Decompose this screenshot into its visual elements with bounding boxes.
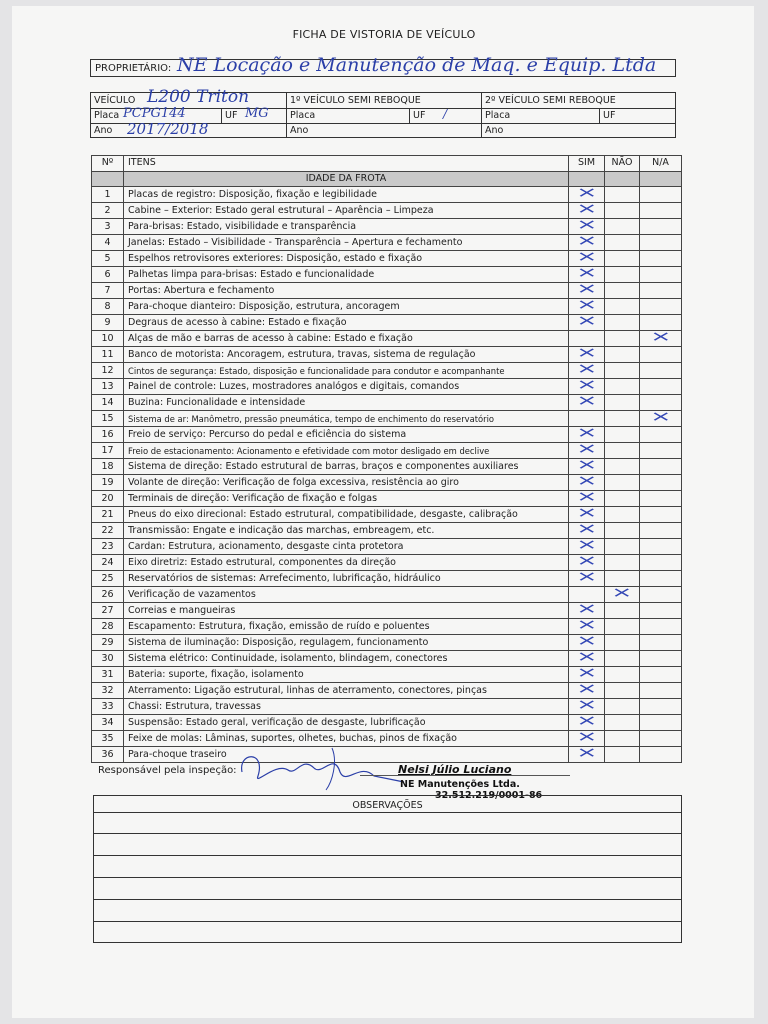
check-cell-nao[interactable]	[605, 315, 640, 331]
row-item-text: Freio de estacionamento: Acionamento e efetividade com motor desligado em declive	[124, 443, 569, 459]
check-cell-nao[interactable]	[605, 459, 640, 475]
veiculo-label: VEÍCULO	[94, 95, 136, 106]
row-item-text: Chassi: Estrutura, travessas	[124, 699, 569, 715]
check-cell-sim[interactable]	[569, 555, 605, 571]
check-mark-icon: ×	[575, 570, 598, 586]
uf-label: UF	[225, 110, 238, 121]
check-cell-sim[interactable]	[569, 683, 605, 699]
check-mark-icon: ×	[575, 474, 598, 490]
check-cell-na[interactable]	[640, 251, 682, 267]
check-cell-na[interactable]	[640, 699, 682, 715]
row-item-text: Terminais de direção: Verificação de fixação e folgas	[124, 491, 569, 507]
table-row	[92, 603, 682, 619]
check-cell-sim[interactable]	[569, 603, 605, 619]
row-number: 10	[92, 331, 124, 347]
check-cell-sim[interactable]	[569, 219, 605, 235]
check-cell-nao[interactable]	[605, 491, 640, 507]
row-number: 26	[92, 587, 124, 603]
check-cell-na[interactable]	[640, 651, 682, 667]
row-number: 21	[92, 507, 124, 523]
check-cell-nao[interactable]	[605, 235, 640, 251]
check-cell-nao[interactable]	[605, 683, 640, 699]
check-cell-na[interactable]	[640, 731, 682, 747]
check-mark-icon: ×	[575, 458, 598, 474]
semi1-uf-label: UF	[413, 110, 426, 121]
check-cell-sim[interactable]	[569, 395, 605, 411]
table-row	[92, 571, 682, 587]
veiculo-value: L200 Triton	[147, 87, 250, 107]
check-cell-sim[interactable]	[569, 411, 605, 427]
header-items: ITENS	[124, 156, 569, 172]
check-cell-sim[interactable]	[569, 619, 605, 635]
check-cell-sim[interactable]	[569, 731, 605, 747]
check-cell-na[interactable]	[640, 603, 682, 619]
table-row	[92, 427, 682, 443]
check-mark-icon: ×	[575, 522, 598, 538]
check-mark-icon: ×	[575, 698, 598, 714]
row-number: 8	[92, 299, 124, 315]
row-item-text: Portas: Abertura e fechamento	[124, 283, 569, 299]
row-item-text: Espelhos retrovisores exteriores: Disposição, estado e fixação	[124, 251, 569, 267]
check-cell-na[interactable]	[640, 443, 682, 459]
row-number: 6	[92, 267, 124, 283]
row-item-text: Pneus do eixo direcional: Estado estrutural, compatibilidade, desgaste, calibração	[124, 507, 569, 523]
check-cell-na[interactable]	[640, 267, 682, 283]
placa-label: Placa	[94, 110, 120, 121]
check-mark-icon: ×	[575, 186, 598, 202]
check-cell-nao[interactable]	[605, 347, 640, 363]
row-number: 13	[92, 379, 124, 395]
check-mark-icon: ×	[575, 202, 598, 218]
table-row	[92, 459, 682, 475]
table-row	[92, 331, 682, 347]
row-item-text: Correias e mangueiras	[124, 603, 569, 619]
check-mark-icon: ×	[575, 490, 598, 506]
row-number: 4	[92, 235, 124, 251]
check-mark-icon: ×	[575, 346, 598, 362]
row-item-text: Banco de motorista: Ancoragem, estrutura, travas, sistema de regulação	[124, 347, 569, 363]
row-item-text: Sistema de iluminação: Disposição, regulagem, funcionamento	[124, 635, 569, 651]
check-cell-na[interactable]	[640, 619, 682, 635]
check-cell-na[interactable]	[640, 331, 682, 347]
check-mark-icon: ×	[575, 314, 598, 330]
check-cell-sim[interactable]	[569, 379, 605, 395]
check-cell-sim[interactable]	[569, 443, 605, 459]
semi2-label: 2º VEÍCULO SEMI REBOQUE	[485, 95, 616, 106]
check-mark-icon: ×	[575, 682, 598, 698]
check-cell-sim[interactable]	[569, 699, 605, 715]
semi2-placa-label: Placa	[485, 110, 511, 121]
table-row	[92, 347, 682, 363]
check-mark-icon: ×	[575, 650, 598, 666]
check-mark-icon: ×	[575, 426, 598, 442]
row-item-text: Painel de controle: Luzes, mostradores analógos e digitais, comandos	[124, 379, 569, 395]
table-row	[92, 683, 682, 699]
stamp-cnpj: 32.512.219/0001-86	[435, 790, 543, 801]
check-mark-icon: ×	[575, 250, 598, 266]
table-row	[92, 267, 682, 283]
check-mark-icon: ×	[575, 298, 598, 314]
row-number: 7	[92, 283, 124, 299]
row-number: 3	[92, 219, 124, 235]
row-item-text: Cabine – Exterior: Estado geral estrutural – Aparência – Limpeza	[124, 203, 569, 219]
check-cell-na[interactable]	[640, 347, 682, 363]
check-mark-icon: ×	[575, 746, 598, 762]
row-number: 15	[92, 411, 124, 427]
check-cell-nao[interactable]	[605, 395, 640, 411]
check-cell-na[interactable]	[640, 523, 682, 539]
row-number: 35	[92, 731, 124, 747]
check-cell-sim[interactable]	[569, 251, 605, 267]
check-cell-nao[interactable]	[605, 443, 640, 459]
table-row	[92, 299, 682, 315]
check-cell-sim[interactable]	[569, 363, 605, 379]
check-cell-na[interactable]	[640, 187, 682, 203]
check-cell-nao[interactable]	[605, 475, 640, 491]
check-cell-na[interactable]	[640, 219, 682, 235]
check-cell-na[interactable]	[640, 283, 682, 299]
check-mark-icon: ×	[575, 714, 598, 730]
check-cell-nao[interactable]	[605, 539, 640, 555]
check-cell-nao[interactable]	[605, 331, 640, 347]
check-cell-na[interactable]	[640, 555, 682, 571]
check-cell-na[interactable]	[640, 363, 682, 379]
table-row	[92, 187, 682, 203]
row-number: 20	[92, 491, 124, 507]
check-mark-icon: ×	[575, 634, 598, 650]
row-number: 14	[92, 395, 124, 411]
check-cell-nao[interactable]	[605, 587, 640, 603]
check-cell-na[interactable]	[640, 203, 682, 219]
row-item-text: Escapamento: Estrutura, fixação, emissão de ruído e poluentes	[124, 619, 569, 635]
row-number: 9	[92, 315, 124, 331]
table-row	[92, 235, 682, 251]
check-cell-nao[interactable]	[605, 715, 640, 731]
check-cell-sim[interactable]	[569, 459, 605, 475]
row-number: 28	[92, 619, 124, 635]
row-number: 12	[92, 363, 124, 379]
table-row	[92, 219, 682, 235]
check-cell-sim[interactable]	[569, 299, 605, 315]
check-mark-icon: ×	[649, 410, 672, 426]
uf-value: MG	[245, 106, 269, 121]
table-row	[92, 635, 682, 651]
check-cell-sim[interactable]	[569, 331, 605, 347]
row-item-text: Buzina: Funcionalidade e intensidade	[124, 395, 569, 411]
row-number: 1	[92, 187, 124, 203]
check-cell-sim[interactable]	[569, 347, 605, 363]
check-cell-na[interactable]	[640, 507, 682, 523]
check-cell-sim[interactable]	[569, 523, 605, 539]
check-cell-nao[interactable]	[605, 251, 640, 267]
table-row	[92, 315, 682, 331]
table-row	[92, 715, 682, 731]
check-cell-nao[interactable]	[605, 731, 640, 747]
band-label: IDADE DA FROTA	[124, 171, 569, 187]
check-cell-nao[interactable]	[605, 363, 640, 379]
row-number: 30	[92, 651, 124, 667]
row-number: 29	[92, 635, 124, 651]
check-cell-sim[interactable]	[569, 235, 605, 251]
check-mark-icon: ×	[611, 586, 633, 602]
check-cell-sim[interactable]	[569, 587, 605, 603]
check-cell-nao[interactable]	[605, 699, 640, 715]
row-item-text: Sistema elétrico: Continuidade, isolamento, blindagem, conectores	[124, 651, 569, 667]
row-number: 5	[92, 251, 124, 267]
form-title: FICHA DE VISTORIA DE VEÍCULO	[292, 28, 476, 41]
header-nao: NÃO	[605, 156, 640, 172]
table-row	[92, 539, 682, 555]
check-cell-nao[interactable]	[605, 523, 640, 539]
table-row	[92, 555, 682, 571]
table-row	[92, 251, 682, 267]
table-row	[92, 411, 682, 427]
check-cell-nao[interactable]	[605, 219, 640, 235]
header-na: N/A	[640, 156, 682, 172]
check-mark-icon: ×	[575, 282, 598, 298]
check-mark-icon: ×	[575, 666, 598, 682]
check-mark-icon: ×	[575, 554, 598, 570]
check-cell-na[interactable]	[640, 539, 682, 555]
check-cell-sim[interactable]	[569, 491, 605, 507]
row-item-text: Eixo diretriz: Estado estrutural, componentes da direção	[124, 555, 569, 571]
row-item-text: Transmissão: Engate e indicação das marchas, embreagem, etc.	[124, 523, 569, 539]
row-number: 17	[92, 443, 124, 459]
table-row	[92, 395, 682, 411]
check-cell-na[interactable]	[640, 715, 682, 731]
row-item-text: Placas de registro: Disposição, fixação e legibilidade	[124, 187, 569, 203]
semi1-placa-label: Placa	[290, 110, 316, 121]
band-row	[92, 171, 682, 187]
check-cell-na[interactable]	[640, 587, 682, 603]
table-row	[92, 363, 682, 379]
check-cell-nao[interactable]	[605, 651, 640, 667]
row-item-text: Cardan: Estrutura, acionamento, desgaste cinta protetora	[124, 539, 569, 555]
check-cell-sim[interactable]	[569, 427, 605, 443]
vehicle-box	[90, 87, 676, 138]
check-cell-na[interactable]	[640, 299, 682, 315]
check-cell-sim[interactable]	[569, 539, 605, 555]
table-row	[92, 443, 682, 459]
check-cell-nao[interactable]	[605, 411, 640, 427]
row-number: 16	[92, 427, 124, 443]
signature-scrawl	[236, 742, 416, 792]
check-cell-nao[interactable]	[605, 571, 640, 587]
check-cell-nao[interactable]	[605, 635, 640, 651]
check-cell-na[interactable]	[640, 379, 682, 395]
row-item-text: Para-choque dianteiro: Disposição, estrutura, ancoragem	[124, 299, 569, 315]
check-cell-sim[interactable]	[569, 667, 605, 683]
check-cell-sim[interactable]	[569, 571, 605, 587]
table-row	[92, 667, 682, 683]
row-number: 2	[92, 203, 124, 219]
row-item-text: Palhetas limpa para-brisas: Estado e funcionalidade	[124, 267, 569, 283]
check-cell-sim[interactable]	[569, 283, 605, 299]
check-mark-icon: ×	[575, 618, 598, 634]
check-cell-na[interactable]	[640, 395, 682, 411]
owner-label: PROPRIETÁRIO:	[95, 63, 172, 74]
check-cell-na[interactable]	[640, 667, 682, 683]
row-item-text: Para-brisas: Estado, visibilidade e transparência	[124, 219, 569, 235]
table-row	[92, 203, 682, 219]
check-mark-icon: ×	[575, 730, 598, 746]
check-cell-na[interactable]	[640, 235, 682, 251]
inspection-table	[91, 155, 682, 763]
row-number: 25	[92, 571, 124, 587]
row-item-text: Feixe de molas: Lâminas, suportes, olhetes, buchas, pinos de fixação	[124, 731, 569, 747]
check-cell-nao[interactable]	[605, 555, 640, 571]
check-cell-nao[interactable]	[605, 427, 640, 443]
check-cell-sim[interactable]	[569, 507, 605, 523]
check-cell-sim[interactable]	[569, 475, 605, 491]
check-mark-icon: ×	[575, 218, 598, 234]
row-number: 19	[92, 475, 124, 491]
row-item-text: Sistema de direção: Estado estrutural de barras, braços e componentes auxiliares	[124, 459, 569, 475]
check-cell-nao[interactable]	[605, 667, 640, 683]
stamp-company: NE Manutenções Ltda.	[400, 779, 520, 790]
row-number: 11	[92, 347, 124, 363]
check-mark-icon: ×	[575, 602, 598, 618]
row-number: 33	[92, 699, 124, 715]
check-cell-na[interactable]	[640, 571, 682, 587]
check-mark-icon: ×	[575, 538, 598, 554]
check-cell-nao[interactable]	[605, 203, 640, 219]
ano-value: 2017/2018	[127, 120, 209, 138]
table-row	[92, 619, 682, 635]
check-cell-na[interactable]	[640, 635, 682, 651]
row-item-text: Sistema de ar: Manômetro, pressão pneumática, tempo de enchimento do reservatório	[124, 411, 569, 427]
stamp-name: Nelsi Júlio Luciano	[398, 763, 512, 776]
owner-box	[90, 54, 676, 77]
row-item-text: Suspensão: Estado geral, verificação de desgaste, lubrificação	[124, 715, 569, 731]
check-cell-sim[interactable]	[569, 315, 605, 331]
check-cell-sim[interactable]	[569, 715, 605, 731]
row-item-text: Bateria: suporte, fixação, isolamento	[124, 667, 569, 683]
row-item-text: Alças de mão e barras de acesso à cabine: Estado e fixação	[124, 331, 569, 347]
check-cell-sim[interactable]	[569, 747, 605, 763]
row-number: 18	[92, 459, 124, 475]
check-mark-icon: ×	[649, 330, 672, 346]
ano-label: Ano	[94, 125, 113, 136]
semi2-ano-label: Ano	[485, 125, 504, 136]
semi1-uf-value: /	[443, 107, 448, 121]
check-cell-na[interactable]	[640, 427, 682, 443]
check-cell-na[interactable]	[640, 459, 682, 475]
check-cell-na[interactable]	[640, 315, 682, 331]
owner-value: NE Locação e Manutenção de Maq. e Equip. Ltda	[177, 54, 657, 76]
check-cell-nao[interactable]	[605, 379, 640, 395]
check-mark-icon: ×	[575, 234, 598, 250]
check-cell-nao[interactable]	[605, 187, 640, 203]
header-sim: SIM	[569, 156, 605, 172]
table-row	[92, 491, 682, 507]
row-item-text: Janelas: Estado – Visibilidade - Transparência – Apertura e fechamento	[124, 235, 569, 251]
placa-value: PCPG144	[123, 106, 186, 121]
semi1-label: 1º VEÍCULO SEMI REBOQUE	[290, 95, 421, 106]
row-item-text: Para-choque traseiro	[124, 747, 569, 763]
check-mark-icon: ×	[575, 394, 598, 410]
row-number: 36	[92, 747, 124, 763]
table-row	[92, 283, 682, 299]
table-row	[92, 587, 682, 603]
check-cell-sim[interactable]	[569, 203, 605, 219]
check-cell-na[interactable]	[640, 683, 682, 699]
check-cell-nao[interactable]	[605, 747, 640, 763]
row-number: 34	[92, 715, 124, 731]
table-row	[92, 379, 682, 395]
row-item-text: Reservatórios de sistemas: Arrefecimento, lubrificação, hidráulico	[124, 571, 569, 587]
row-item-text: Volante de direção: Verificação de folga excessiva, resistência ao giro	[124, 475, 569, 491]
check-mark-icon: ×	[575, 362, 598, 378]
check-cell-sim[interactable]	[569, 635, 605, 651]
row-number: 31	[92, 667, 124, 683]
observations-box	[93, 795, 682, 943]
row-number: 32	[92, 683, 124, 699]
semi1-ano-label: Ano	[290, 125, 309, 136]
observations-title: OBSERVAÇÕES	[352, 800, 423, 811]
row-item-text: Degraus de acesso à cabine: Estado e fixação	[124, 315, 569, 331]
check-cell-na[interactable]	[640, 491, 682, 507]
row-number: 24	[92, 555, 124, 571]
semi2-uf-label: UF	[603, 110, 616, 121]
row-item-text: Freio de serviço: Percurso do pedal e eficiência do sistema	[124, 427, 569, 443]
row-number: 23	[92, 539, 124, 555]
check-cell-na[interactable]	[640, 475, 682, 491]
check-mark-icon: ×	[575, 378, 598, 394]
table-row	[92, 523, 682, 539]
inspector-label: Responsável pela inspeção:	[98, 765, 237, 776]
check-cell-nao[interactable]	[605, 267, 640, 283]
row-number: 27	[92, 603, 124, 619]
check-cell-sim[interactable]	[569, 187, 605, 203]
table-row	[92, 507, 682, 523]
header-num: Nº	[92, 156, 124, 172]
check-cell-nao[interactable]	[605, 507, 640, 523]
table-row	[92, 651, 682, 667]
check-cell-nao[interactable]	[605, 283, 640, 299]
row-number: 22	[92, 523, 124, 539]
check-cell-na[interactable]	[640, 747, 682, 763]
table-row	[92, 475, 682, 491]
check-cell-sim[interactable]	[569, 267, 605, 283]
check-cell-na[interactable]	[640, 411, 682, 427]
check-mark-icon: ×	[575, 266, 598, 282]
check-cell-nao[interactable]	[605, 619, 640, 635]
row-item-text: Verificação de vazamentos	[124, 587, 569, 603]
check-cell-sim[interactable]	[569, 651, 605, 667]
table-row	[92, 699, 682, 715]
table-header-row	[92, 156, 682, 172]
row-item-text: Cintos de segurança: Estado, disposição e funcionalidade para condutor e acompanhante	[124, 363, 569, 379]
check-cell-nao[interactable]	[605, 299, 640, 315]
check-mark-icon: ×	[575, 506, 598, 522]
check-mark-icon: ×	[575, 442, 598, 458]
check-cell-nao[interactable]	[605, 603, 640, 619]
row-item-text: Aterramento: Ligação estrutural, linhas de aterramento, conectores, pinças	[124, 683, 569, 699]
